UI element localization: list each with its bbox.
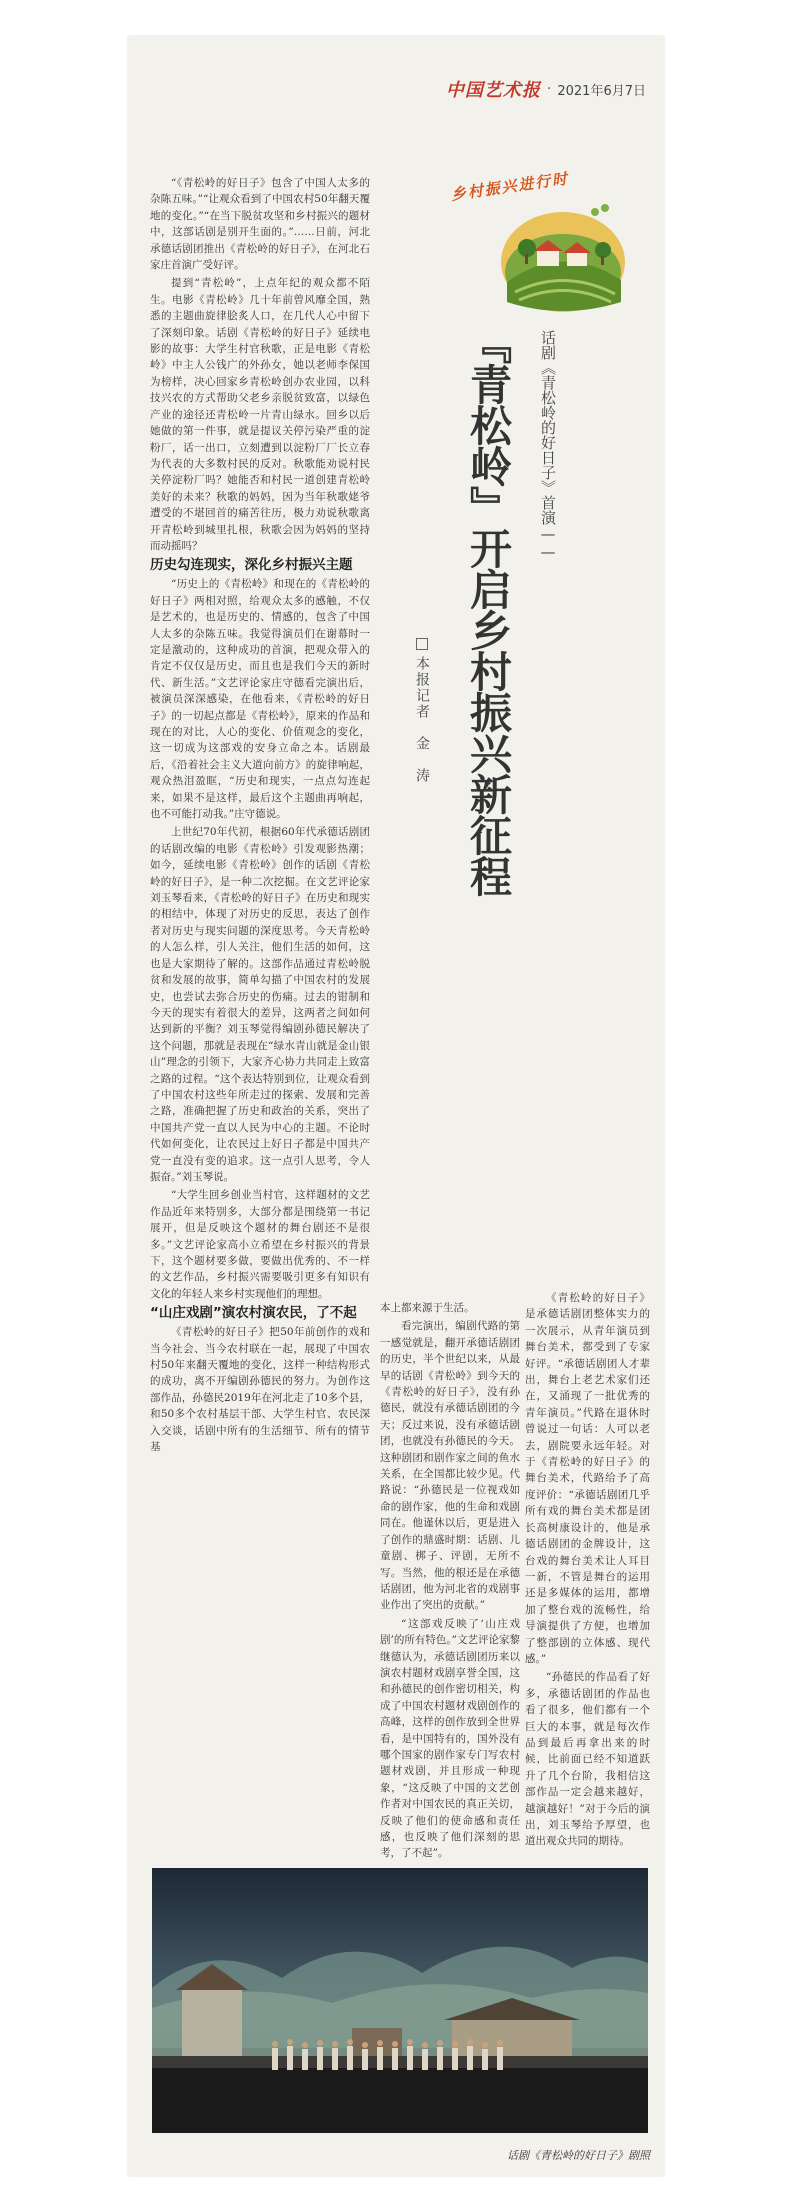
masthead	[206, 74, 646, 104]
paragraph: “历史上的《青松岭》和现在的《青松岭的好日子》两相对照，给观众太多的感触，不仅是艺术的，也是历史的、情感的，包含了中国人太多的杂陈五味。我觉得演员们在谢幕时一定是激动的，这种成功的首演，把观众带入的肯定不仅仅是历史，而且也是我们今天的新时代、新生活。”文艺评论家庄守德看完演出后，被演员深深感染，在他看来，《青松岭的好日子》的一切起点都是《青松岭》，原来的作品和现在的对比，人心的变化、价值观念的变化，这一切成为这部戏的安身立命之本。话剧最后，《沿着社会主义大道向前方》的旋律响起，观众热泪盈眶，“历史和现实，一点点勾连起来，如果不是这样，最后这个主题曲再响起，也不可能打动我。”庄守德说。	[150, 578, 370, 821]
article-headline: 『青松岭』开启乡村振兴新征程	[464, 322, 513, 896]
photo-caption: 话剧《青松岭的好日子》剧照	[507, 2149, 650, 2162]
paper-name: 中国艺术报	[445, 80, 541, 101]
masthead-separator: ·	[546, 81, 552, 97]
paragraph: “这部戏反映了‘山庄戏剧’的所有特色。”文艺评论家黎继德认为，承德话剧团历来以演农村题材戏剧享誉全国，这和孙德民的创作密切相关，构成了中国农村题材戏剧创作的高峰，这样的创作放到全世界看，是中国特有的，国外没有哪个国家的剧作家专门写农村题材戏剧，并且形成一种现象，“这反映了中国的文艺创作者对中国农民的真正关切，反映了他们的使命感和责任感，也反映了他们深刻的思考，了不起”。	[380, 1617, 520, 1860]
section-subhead: “山庄戏剧”演农村演农民，了不起	[150, 1305, 357, 1322]
stage-photo	[152, 1868, 648, 2133]
paragraph: 提到“青松岭”，上点年纪的观众都不陌生。电影《青松岭》几十年前曾风靡全国，熟悉的主题曲旋律脍炙人口，在几代人心中留下了深刻印象。话剧《青松岭的好日子》延续电影的故事：大学生村官秋歌，正是电影《青松岭》中主人公钱广的外孙女，她以老师李保国为榜样，决心回家乡青松岭创办农业园，以科技兴农的方式帮助父老乡亲脱贫致富，以绿色产业的途径还青松岭一片青山绿水。回乡以后她做的第一件事，就是提议关停污染严重的淀粉厂，话一出口，立刻遭到以淀粉厂厂长立春为代表的大多数村民的反对。秋歌能劝说村民关停淀粉厂吗？她能否和村民一道创建青松岭美好的未来？秋歌的妈妈，因为当年秋歌姥爷遭受的不堪回首的痛苦往历，极力劝说秋歌离开青松岭到城里扎根，秋歌会因为妈妈的坚持而动摇吗？	[150, 277, 370, 552]
paragraph: “孙德民的作品看了好多，承德话剧团的作品也看了很多，他们都有一个巨大的本事，就是每次作品到最后再拿出来的时候，比前面已经不知道跃升了几个台阶，我相信这部作品一定会越来越好，越演越好！”对于今后的演出，刘玉琴给予厚望，也道出观众共同的期待。	[525, 1671, 650, 1848]
article-byline	[412, 638, 432, 784]
byline-box-icon	[416, 638, 428, 650]
publication-date: 2021年6月7日	[557, 83, 646, 99]
paragraph: “大学生回乡创业当村官，这样题材的文艺作品近年来特别多，大部分都是围绕第一书记展开，但是反映这个题材的舞台剧还不是很多。”文艺评论家高小立希望在乡村振兴的背景下，这个题材要多做，要做出优秀的、不一样的文艺作品，乡村振兴需要吸引更多有知识有文化的年轻人来乡村实现他们的理想。	[150, 1189, 370, 1300]
paragraph: 《青松岭的好日子》是承德话剧团整体实力的一次展示，从青年演员到舞台美术，都受到了专家好评。“承德话剧团人才辈出，舞台上老艺术家们还在，又涌现了一批优秀的青年演员。”代路在退休时曾说过一句话：人可以老去，剧院要永远年轻。对于《青松岭的好日子》的舞台美术，代路给予了高度评价：“承德话剧团几乎所有戏的舞台美术都是团长高树康设计的，他是承德话剧团的金牌设计，这台戏的舞台美术让人耳目一新，不管是舞台的运用还是多媒体的运用，都增加了整台戏的流畅性，给导演提供了方便，也增加了整部剧的立体感、现代感。”	[525, 1292, 650, 1665]
paragraph: 看完演出，编剧代路的第一感觉就是，翻开承德话剧团的历史，半个世纪以来，从最早的话剧《青松岭》到今天的《青松岭的好日子》，没有孙德民，就没有承德话剧团的今天；反过来说，没有承德话剧团，也就没有孙德民的今天。这种剧团和剧作家之间的鱼水关系，在全国都比较少见。代路说：“孙德民是一位视戏如命的剧作家，他的生命和戏剧同在。他谨休以后，更是进入了创作的鼎盛时期：话剧、儿童剧、梆子、评剧，无所不写。当然，他的根还是在承德话剧团，他为河北省的戏剧事业作出了突出的贡献。”	[380, 1320, 520, 1612]
paragraph: 本上都来源于生活。	[380, 1302, 475, 1314]
article-middle-column	[380, 1300, 520, 1860]
paragraph: “《青松岭的好日子》包含了中国人太多的杂陈五味。”“让观众看到了中国农村50年翻天覆地的变化。”“在当下脱贫攻坚和乡村振兴的题材中，这部话剧是别开生面的。”……日前，河北承德话剧团推出《青松岭的好日子》，在河北石家庄首演广受好评。	[150, 177, 370, 272]
section-subhead: 历史勾连现实，深化乡村振兴主题	[150, 557, 353, 574]
paragraph: 《青松岭的好日子》把50年前创作的戏和当今社会、当今农村联在一起，展现了中国农村50年来翻天覆地的变化，这样一种结构形式的成功，离不开编剧孙德民的努力。为创作这部作品，孙德民2019年在河北走了10多个县，和50多个农村基层干部、大学生村官、农民深入交谈，话剧中所有的生活细节、所有的情节基	[150, 1326, 370, 1454]
article-kicker: 话剧《青松岭的好日子》首演——	[539, 330, 557, 561]
paragraph: 上世纪70年代初，根据60年代承德话剧团的话剧改编的电影《青松岭》引发观影热潮；如今，延续电影《青松岭》创作的话剧《青松岭的好日子》，是一种二次挖掘。在文艺评论家刘玉琴看来，《青松岭的好日子》在历史和现实的相结中，体现了对历史的反思，表达了创作者对历史与现实问题的深度思考。今天青松岭的人怎么样，引人关注，他们生活的如何，这也是大家期待了解的。这部作品通过青松岭脱贫和发展的故事，简单勾描了中国农村的发展史，也尝试去弥合历史的伤痛。过去的钳制和今天的现实有着很大的差异，这两者之间如何达到新的平衡？刘玉琴觉得编剧孙德民解决了这个问题，那就是表现在“绿水青山就是金山银山”理念的引领下，大家齐心协力共同走上致富之路的过程。“这个表达特别到位，让观众看到了中国农村这些年所走过的探索、发展和完善之路，准确把握了历史和政治的关系，突出了中国共产党一直以人民为中心的主题。不论时代如何变化，让农民过上好日子都是中国共产党一直没有变的追求。这一点引人思考，令人振奋。”刘玉琴说。	[150, 826, 370, 1183]
banner-title: 乡村振兴进行时	[449, 169, 571, 204]
byline-text: 本报记者 金 涛	[414, 656, 430, 784]
article-left-column	[150, 175, 370, 1850]
article-right-column	[525, 1290, 650, 1860]
